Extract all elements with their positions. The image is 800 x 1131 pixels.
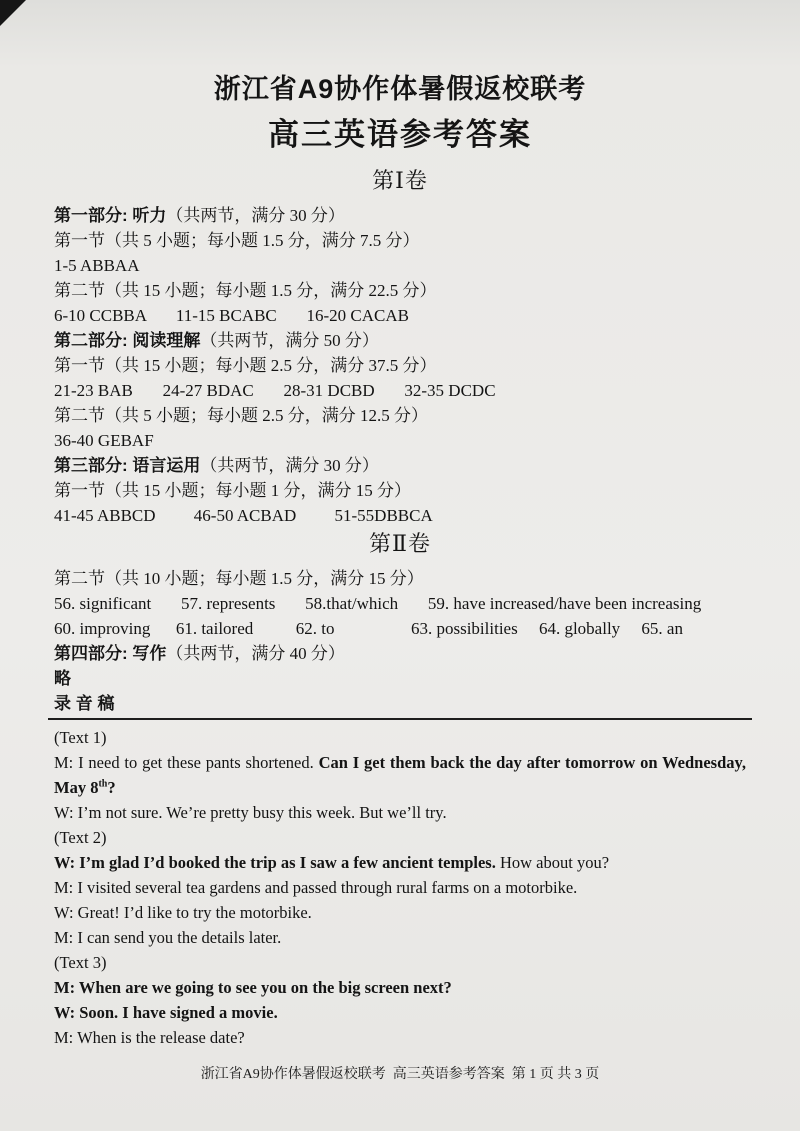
text-segment: 60. improving 61. tailored 62. to 63. possibilities 64. globally 65. an [54,619,683,638]
text-segment: 第一节（共 5 小题；每小题 1.5 分，满分 7.5 分） [54,231,420,250]
transcript-line [54,725,746,750]
text-segment: How about you? [495,853,610,872]
bold-segment: 录 音 稿 [54,694,115,713]
text-segment: 1-5 ABBAA [54,256,140,275]
volume1-heading: 第Ⅰ卷 [372,168,428,193]
text-segment: 21-23 BAB 24-27 BDAC 28-31 DCBD 32-35 DCDC [54,381,496,400]
transcript-heading [54,691,746,716]
text-segment: （共两节，满分 50 分） [200,331,379,350]
volume2-heading: 第Ⅱ卷 [369,531,431,556]
doc-subtitle: 高三英语参考答案 [268,117,532,152]
text-segment: (Text 3) [54,953,107,972]
bold-segment: 第二部分: 阅读理解 [54,331,201,350]
transcript-line [54,925,746,950]
answer-line [54,503,746,528]
text-segment: 第二节（共 5 小题；每小题 2.5 分，满分 12.5 分） [54,406,428,425]
text-segment: 41-45 ABBCD 46-50 ACBAD 51-55DBBCA [54,506,433,525]
transcript-line [54,850,746,875]
bold-segment: Can I get them back the day after tomorrow on Wednesday, May 8 [54,753,746,797]
transcript-line [54,750,746,800]
answer-line [54,478,746,503]
text-segment: 第一节（共 15 小题；每小题 2.5 分，满分 37.5 分） [54,356,437,375]
text-segment: 第二节（共 15 小题；每小题 1.5 分，满分 22.5 分） [54,281,437,300]
answer-line [54,228,746,253]
footer-page-info: 浙江省A9协作体暑假返校联考 高三英语参考答案 第 1 页 共 3 页 [200,1067,600,1082]
answer-line [54,616,746,641]
answer-line [54,353,746,378]
bold-segment: ? [107,778,116,797]
answer-line [54,666,746,691]
text-segment: W: Great! I’d like to try the motorbike. [54,903,312,922]
transcript-line [54,975,746,1000]
answer-line [54,203,746,228]
answer-line [54,641,746,666]
answer-line [54,403,746,428]
text-segment: (Text 1) [54,728,107,747]
bold-segment: 第一部分: 听力 [54,206,167,225]
text-segment: M: I can send you the details later. [54,928,282,947]
text-segment: W: I’m not sure. We’re pretty busy this week. But we’ll try. [54,803,447,822]
answer-line [54,453,746,478]
transcript-line [54,875,746,900]
transcript-line [54,1000,746,1025]
bold-segment: M: When are we going to see you on the big screen next? [54,978,452,997]
bold-segment: 第四部分: 写作 [54,644,167,663]
bold-segment: W: I’m glad I’d booked the trip as I saw a few ancient temples. [54,853,496,872]
text-segment: M: When is the release date? [54,1028,245,1047]
answer-line [54,328,746,353]
answer-line [54,278,746,303]
transcript-divider [48,718,752,720]
bold-segment: 第三部分: 语言运用 [54,456,201,475]
bold-segment: 略 [54,669,71,688]
scan-corner-artifact [0,0,26,26]
answer-line [54,428,746,453]
superscript-ordinal: th [98,778,108,790]
text-segment: 6-10 CCBBA 11-15 BCABC 16-20 CACAB [54,306,409,325]
text-segment: M: I visited several tea gardens and passed through rural farms on a motorbike. [54,878,578,897]
transcript-line [54,900,746,925]
transcript-line [54,1025,746,1050]
text-segment: （共两节，满分 40 分） [166,644,345,663]
transcript-line [54,950,746,975]
answer-line [54,378,746,403]
transcript-line [54,800,746,825]
text-segment: （共两节，满分 30 分） [166,206,345,225]
text-segment: 36-40 GEBAF [54,431,154,450]
text-segment: 第一节（共 15 小题；每小题 1 分，满分 15 分） [54,481,411,500]
doc-title: 浙江省A9协作体暑假返校联考 [213,74,587,104]
answer-line [54,566,746,591]
text-segment: (Text 2) [54,828,107,847]
transcript-line [54,825,746,850]
bold-segment: W: Soon. I have signed a movie. [54,1003,278,1022]
text-segment: 第二节（共 10 小题；每小题 1.5 分，满分 15 分） [54,569,424,588]
answer-line [54,253,746,278]
text-segment: 56. significant 57. represents 58.that/which 59. have increased/have been increasing [54,594,702,613]
text-segment: （共两节，满分 30 分） [200,456,379,475]
answer-line [54,303,746,328]
text-segment: M: I need to get these pants shortened. [54,753,319,772]
answer-line [54,591,746,616]
